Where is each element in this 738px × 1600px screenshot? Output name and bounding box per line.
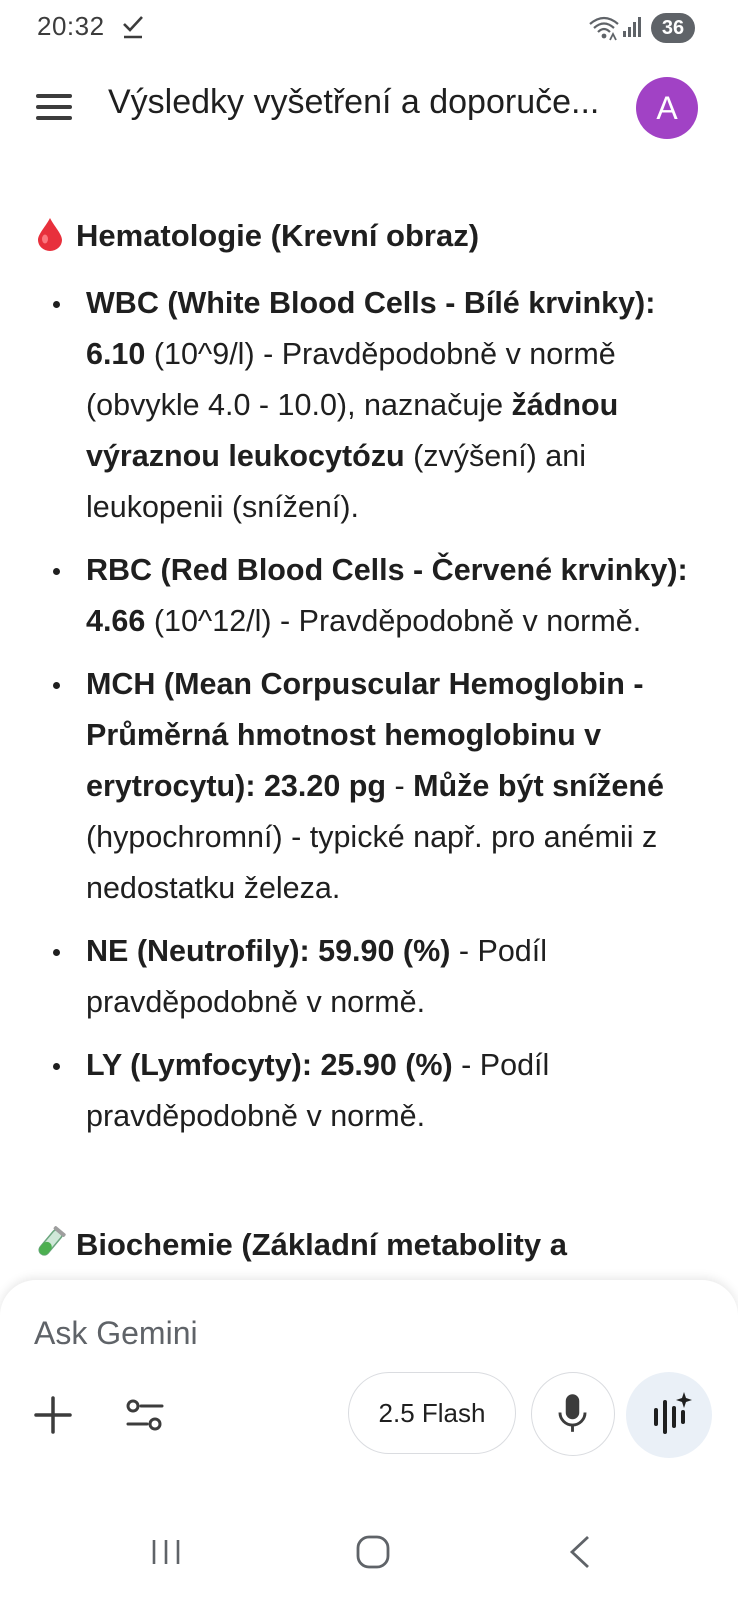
- body-text: (zvýšení) ani leukopenii (snížení).: [86, 439, 587, 524]
- hematology-list: [86, 278, 706, 1154]
- microphone-icon: [532, 1373, 613, 1454]
- body-text: - Podíl pravděpodobně v normě.: [86, 934, 547, 1019]
- body-text: -: [386, 769, 414, 803]
- bold-text: NE (Neutrofily): 59.90 (%): [86, 934, 451, 968]
- ask-gemini-input[interactable]: [34, 1308, 674, 1358]
- body-text: (hypochromní) - typické např. pro anémii z nedostatku železa.: [86, 820, 658, 905]
- bold-text: MCH (Mean Corpuscular Hemoglobin - Průměrná hmotnost hemoglobinu v erytrocytu): 23.20 pg: [86, 667, 644, 803]
- menu-icon[interactable]: [36, 94, 72, 120]
- avatar[interactable]: A: [636, 77, 698, 139]
- plus-icon[interactable]: [30, 1392, 76, 1438]
- signal-icon: [622, 16, 644, 38]
- bold-text: žádnou výraznou leukocytózu: [86, 388, 619, 473]
- status-bar: [0, 0, 738, 56]
- back-icon[interactable]: [566, 1534, 594, 1570]
- battery-indicator: 36: [651, 13, 695, 43]
- home-icon[interactable]: [355, 1534, 391, 1570]
- body-text: - Podíl pravděpodobně v normě.: [86, 1048, 550, 1133]
- section-heading-biochemistry: [34, 1225, 567, 1263]
- list-item: [86, 545, 706, 647]
- bold-text: LY (Lymfocyty): 25.90 (%): [86, 1048, 453, 1082]
- app-bar: [0, 60, 738, 150]
- live-audio-icon: [626, 1372, 712, 1458]
- live-button[interactable]: [626, 1372, 712, 1458]
- page-title: Výsledky vyšetření a doporuče...: [108, 83, 600, 121]
- bold-text: Může být snížené: [413, 769, 664, 803]
- list-item: [86, 278, 706, 533]
- bold-text: RBC (Red Blood Cells - Červené krvinky): 4.66: [86, 553, 688, 638]
- checkmark-icon: [122, 14, 144, 40]
- bold-text: WBC (White Blood Cells - Bílé krvinky): 6.10: [86, 286, 656, 371]
- status-time: 20:32: [37, 11, 105, 41]
- blood-drop-icon: [34, 216, 66, 252]
- tools-icon[interactable]: [122, 1392, 168, 1438]
- section-title: Hematologie (Krevní obraz): [76, 218, 480, 253]
- body-text: (10^9/l) - Pravděpodobně v normě (obvykle 4.0 - 10.0), naznačuje: [86, 337, 616, 422]
- model-selector-button[interactable]: 2.5 Flash: [348, 1372, 516, 1454]
- test-tube-icon: [34, 1225, 66, 1261]
- recent-apps-icon[interactable]: [148, 1536, 184, 1568]
- response-content: [0, 200, 738, 1280]
- wifi-icon: [588, 14, 620, 42]
- section-title: Biochemie (Základní metabolity a: [76, 1227, 567, 1262]
- section-heading-hematology: [34, 216, 479, 254]
- microphone-button[interactable]: [531, 1372, 615, 1456]
- system-nav-bar: [0, 1510, 738, 1600]
- list-item: [86, 1040, 706, 1142]
- body-text: (10^12/l) - Pravděpodobně v normě.: [145, 604, 642, 638]
- list-item: [86, 926, 706, 1028]
- list-item: [86, 659, 706, 914]
